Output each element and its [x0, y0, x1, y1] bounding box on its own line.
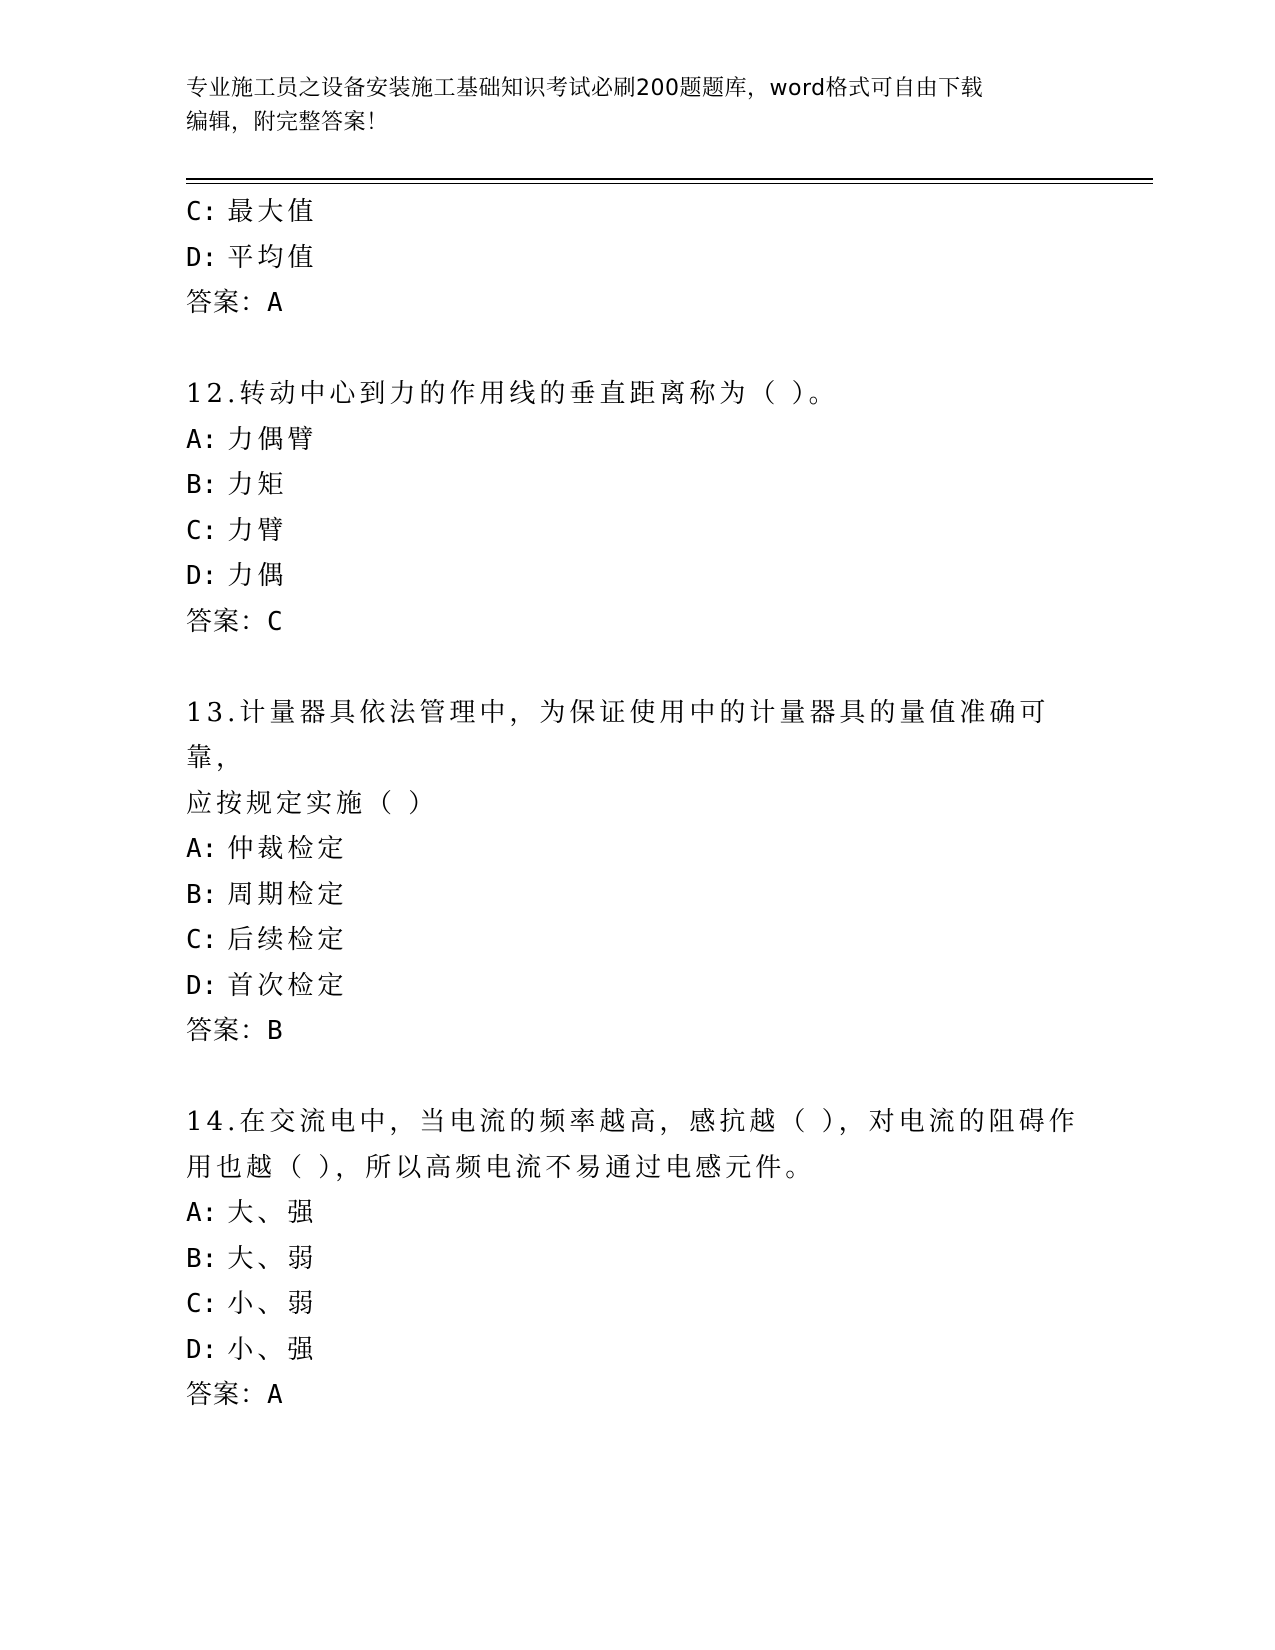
- spacer: [186, 645, 1086, 691]
- question-stem-line-1: 13.计量器具依法管理中，为保证使用中的计量器具的量值准确可靠，: [186, 697, 1050, 773]
- option-c: [186, 190, 1086, 236]
- option-letter: D:: [186, 242, 218, 273]
- option-d: [186, 236, 1086, 282]
- option-b: [186, 873, 1086, 919]
- option-letter: C:: [186, 515, 218, 546]
- option-text: 力偶臂: [227, 424, 318, 455]
- option-a: [186, 827, 1086, 873]
- option-letter: B:: [186, 1243, 218, 1274]
- spacer: [186, 1055, 1086, 1101]
- option-d: [186, 1328, 1086, 1374]
- option-letter: A:: [186, 1198, 218, 1228]
- option-text: 力偶: [227, 561, 288, 591]
- answer-value: A: [267, 288, 284, 318]
- question-list: [186, 190, 1086, 1419]
- option-letter: A:: [186, 834, 218, 864]
- question-stem-line-2: 用也越（ ），所以高频电流不易通过电感元件。: [186, 1152, 816, 1183]
- option-text: 大、强: [227, 1198, 318, 1228]
- option-letter: D:: [186, 970, 218, 1001]
- answer-line: [186, 600, 1086, 646]
- option-text: 力臂: [227, 515, 288, 546]
- option-letter: C:: [186, 925, 218, 955]
- question-12: [186, 372, 1086, 645]
- option-letter: C:: [186, 1289, 218, 1319]
- answer-line: [186, 1009, 1086, 1055]
- option-text: 仲裁检定: [227, 834, 348, 864]
- question-stem-line-1: 14.在交流电中，当电流的频率越高，感抗越（ ），对电流的阻碍作: [186, 1107, 1079, 1137]
- question-stem: 12.转动中心到力的作用线的垂直距离称为（ ）。: [186, 379, 839, 409]
- answer-label: 答案：: [186, 1380, 268, 1410]
- header-divider-thin: [186, 183, 1153, 184]
- question-13: [186, 691, 1086, 1055]
- option-text: 首次检定: [227, 970, 348, 1001]
- question-14: [186, 1100, 1086, 1419]
- option-b: [186, 463, 1086, 509]
- answer-line: [186, 1373, 1086, 1419]
- question-11-tail: [186, 190, 1086, 327]
- option-text: 最大值: [227, 197, 318, 227]
- option-letter: D:: [186, 561, 218, 591]
- option-text: 小、弱: [227, 1289, 318, 1319]
- option-letter: B:: [186, 879, 218, 910]
- header-title-line-1: 专业施工员之设备安装施工基础知识考试必刷200题题库，word格式可自由下载: [186, 76, 984, 101]
- option-letter: B:: [186, 470, 218, 500]
- option-text: 大、弱: [227, 1243, 318, 1274]
- option-text: 小、强: [227, 1334, 318, 1365]
- option-c: [186, 1282, 1086, 1328]
- answer-label: 答案：: [186, 288, 268, 318]
- option-d: [186, 964, 1086, 1010]
- question-stem-line-2: 应按规定实施（ ）: [186, 788, 439, 819]
- option-text: 力矩: [227, 470, 288, 500]
- document-header: [186, 72, 1086, 140]
- answer-line: [186, 281, 1086, 327]
- option-letter: A:: [186, 424, 218, 455]
- answer-value: A: [267, 1380, 284, 1410]
- answer-value: B: [267, 1016, 284, 1046]
- option-text: 后续检定: [227, 925, 348, 955]
- answer-label: 答案：: [186, 1016, 268, 1046]
- option-text: 平均值: [227, 242, 318, 273]
- header-title-line-2: 编辑，附完整答案！: [186, 110, 389, 135]
- spacer: [186, 327, 1086, 373]
- option-b: [186, 1237, 1086, 1283]
- option-d: [186, 554, 1086, 600]
- answer-value: C: [267, 606, 284, 637]
- option-c: [186, 509, 1086, 555]
- answer-label: 答案：: [186, 606, 268, 637]
- option-letter: C:: [186, 197, 218, 227]
- option-c: [186, 918, 1086, 964]
- option-a: [186, 1191, 1086, 1237]
- option-text: 周期检定: [227, 879, 348, 910]
- option-letter: D:: [186, 1334, 218, 1365]
- header-divider-thick: [186, 178, 1153, 180]
- option-a: [186, 418, 1086, 464]
